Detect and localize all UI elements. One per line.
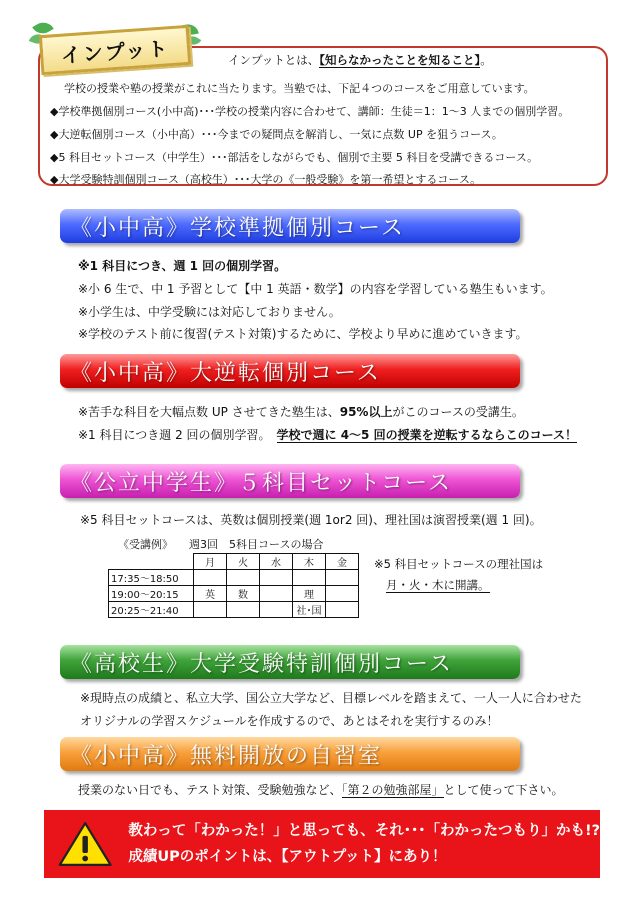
table-row <box>109 570 359 586</box>
course2-note-1-prefix: ※苦手な科目を大幅点数 UP させてきた塾生は、 <box>78 405 340 419</box>
input-line: ◆大学受験特訓個別コース（高校生）･･･大学の《一般受験》を第一希望とするコース。 <box>50 173 482 186</box>
input-title: インプット <box>39 25 191 75</box>
input-intro <box>228 52 492 68</box>
schedule-header-row <box>109 554 359 570</box>
schedule-cell <box>326 586 359 602</box>
schedule-cell: 数 <box>227 586 260 602</box>
schedule-time: 20:25～21:40 <box>109 602 194 618</box>
schedule-cell <box>326 570 359 586</box>
course-banner-reversal: 《小中高》大逆転個別コース <box>60 354 520 388</box>
course2-note-1-suffix: がこのコースの受講生。 <box>392 405 524 419</box>
schedule-day: 金 <box>326 554 359 570</box>
course3-side-note-2-text: 月・火・木に開講。 <box>386 578 490 592</box>
schedule-day: 火 <box>227 554 260 570</box>
input-line: ◆大逆転個別コース（小中高）･･･今までの疑問点を解消し、一気に点数 UP を狙うコース。 <box>50 128 503 141</box>
schedule-day: 月 <box>194 554 227 570</box>
input-intro-prefix: インプットとは、 <box>228 53 320 67</box>
course-banner-study-room: 《小中高》無料開放の自習室 <box>60 737 520 771</box>
schedule-cell <box>293 570 326 586</box>
schedule-cell <box>227 602 260 618</box>
course-banner-university: 《高校生》大学受験特訓個別コース <box>60 645 520 679</box>
warning-text <box>128 818 600 870</box>
schedule-cell <box>326 602 359 618</box>
example-label <box>118 536 323 552</box>
schedule-day: 水 <box>260 554 293 570</box>
input-line: ◆学校準拠個別コース(小中高)･･･学校の授業内容に合わせて、講師：生徒＝1：1～3 人までの個別学習。 <box>50 105 570 118</box>
course5-note-quote: 「第２の勉強部屋」 <box>341 783 444 797</box>
schedule-time: 19:00～20:15 <box>109 586 194 602</box>
course4-note-2: オリジナルの学習スケジュールを作成するので、あとはそれを実行するのみ！ <box>80 714 499 728</box>
course2-note-2 <box>78 426 577 443</box>
course1-note: ※小 6 生で、中 1 予習として【中 1 英語・数学】の内容を学習している塾生もいます。 <box>78 282 553 296</box>
example-title: 週3回 5科目コースの場合 <box>189 538 324 551</box>
course1-note: ※小学生は、中学受験には対応しておりません。 <box>78 305 341 319</box>
course5-note <box>78 781 564 798</box>
warning-line-2: 成績UPのポイントは、【アウトプット】にあり！ <box>128 849 447 865</box>
course5-note-suffix: として使って下さい。 <box>443 783 564 797</box>
warning-icon <box>58 819 112 869</box>
schedule-cell <box>194 570 227 586</box>
warning-line-1: 教わって「わかった！」と思っても、それ･･･「わかったつもり」かも!? <box>128 823 600 839</box>
course3-side-note-2 <box>386 577 490 593</box>
course2-note-1 <box>78 403 524 420</box>
table-row <box>109 602 359 618</box>
course1-note: ※1 科目につき、週 1 回の個別学習。 <box>78 259 287 273</box>
table-row <box>109 586 359 602</box>
schedule-cell: 社･国 <box>293 602 326 618</box>
schedule-time: 17:35～18:50 <box>109 570 194 586</box>
schedule-day: 木 <box>293 554 326 570</box>
course2-note-1-bold: 95%以上 <box>339 405 393 419</box>
course-banner-five-subjects: 《公立中学生》５科目セットコース <box>60 464 520 498</box>
input-intro-suffix: 。 <box>480 53 492 67</box>
schedule-cell <box>260 570 293 586</box>
course1-note: ※学校のテスト前に復習(テスト対策)するために、学校より早めに進めていきます。 <box>78 327 528 341</box>
example-label-text: 《受講例》 <box>118 538 173 551</box>
schedule-cell: 理 <box>293 586 326 602</box>
course3-note: ※5 科目セットコースは、英数は個別授業(週 1or2 回)、理社国は演習授業(週 1 回)。 <box>80 513 542 527</box>
input-line: ◆5 科目セットコース（中学生）･･･部活をしながらでも、個別で主要 5 科目を受講できるコース。 <box>50 151 539 164</box>
course2-note-2-bold: 学校で週に 4～5 回の授業を逆転するならこのコース！ <box>276 428 577 442</box>
course3-side-note-1: ※5 科目セットコースの理社国は <box>374 557 544 571</box>
schedule-cell: 英 <box>194 586 227 602</box>
schedule-cell <box>260 602 293 618</box>
schedule-cell <box>227 570 260 586</box>
schedule-cell <box>260 586 293 602</box>
warning-box <box>44 810 600 878</box>
course2-note-2-prefix: ※1 科目につき週 2 回の個別学習。 <box>78 428 271 442</box>
course-banner-school: 《小中高》学校準拠個別コース <box>60 209 520 243</box>
input-intro-emphasis: 【知らなかったことを知ること】 <box>319 53 481 67</box>
course4-note-1: ※現時点の成績と、私立大学、国公立大学など、目標レベルを踏まえて、一人一人に合わせた <box>80 691 582 705</box>
schedule-table <box>108 553 359 618</box>
course5-note-prefix: 授業のない日でも、テスト対策、受験勉強など、 <box>78 783 342 797</box>
input-line: 学校の授業や塾の授業がこれに当たります。当塾では、下記４つのコースをご用意しています。 <box>64 82 535 95</box>
schedule-cell <box>194 602 227 618</box>
